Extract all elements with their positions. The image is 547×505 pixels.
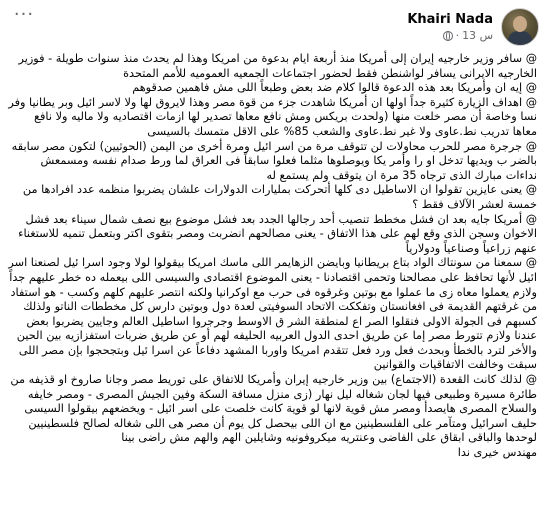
post-paragraph: @ سمعنا من سونتاك الواد بتاع بريطانيا وبايضن الزهايمر اللى ماسك امريكا بيقولوا لولا وجود اسرا ئيل لصنعنا اسر ائيل لأنها تحافظ على مصالحنا وتحمى اقتصادنا - يعنى الموضوع اقتصادى والسيسى اللى بيعمله ده خطر عليهم جداً ولازم يعملوا معاه زى ما عملوا مع بوتين وغرقوه فى حرب مع اوكرانيا ولكنه انتصر عليهم كلهم وكسب - هو استفاد من غرقتهم القديمة فى افغانستان وتفككت الاتحاد السوفيتى لعدة دول وبوتين دارس كل مخططات الناتو ولذلك كسبهم فى الجولة الاولى فنقلوا الصر اع لمنطقة الشر ق الاوسط وجرجروا اساطيل العالم وجايين يضربوا بعض عندنا ولازم تتورط مصر إما عن طريق احدى الدول العربيه الحليفه لهم أو عن طريق ضربات استفزازيه بين الحين والأخر لترد بالخطأ وبحدث فعل ورد فعل تتقدم امريكا واوربا المشهد دفاعاً عن اسرا ئيل وبتجحجوا بإن مصر اللى سبقت وخالفت الاتفاقيات والقوانين — [8, 256, 537, 372]
time-separator: · — [455, 29, 460, 42]
more-options-icon[interactable]: ··· — [13, 4, 35, 25]
post-time[interactable]: 13 س — [462, 29, 493, 42]
post-subline — [443, 29, 493, 42]
post-paragraph: @ اهداف الزيارة كثيرة جداً اولها ان أمريكا شاهدت جزء من قوة مصر وهذا لايروق لها ولا لاسر ائيل وبر يطانيا وفر نسا وخاصة أن مصر خلعت منها (ولحدت بريكس ومش نافع معاها تصدير لها ازمات اقتصاديه ولا ماليه ولا نافع معاها تدريب نط.عاوى ولا غير نط.عاوى والشعب 85% على الاقل متمسك بالسيسى — [8, 95, 537, 138]
post-paragraph: @ أمريكا جايه بعد ان فشل مخطط تنصيب أحد رجالها الجدد بعد فشل موضوع بيع نصف شمال سيناء بعد فشل الاخوان وسجن الذى وقع لهم على هذا الاتفاق - يعنى مصالحهم انضربت ومصر بتقوى اكتر وبتعمل تنميه للاستغناء عنهم زراعياً وصناعياً ودولارياً — [18, 212, 537, 255]
post-body — [8, 52, 537, 461]
post-paragraph: @ سافر وزير خارجيه إيران إلى أمريكا منذ أربعة ايام بدعوة من امريكا وهذا لم يحدث منذ سنوات طويلة - فوزير الخارجيه الايرانى يسافر لواشنطن فقط لحضور اجتماعات الجمعيه العموميه للأمم المتحدة — [18, 52, 537, 80]
post-paragraph: @ يعنى عايزين تقولوا ان الاساطيل دى كلها أتحركت بمليارات الدولارات علشان يضربوا منظمه عدد افرادها من خمسة لعشر الآلاف فقط ؟ — [22, 183, 537, 211]
post-paragraph: @ إيه ان وأمريكا بعد هذه الدعوة قالوا كلام ضد بعض وطبعاً اللى مش فاهمين صدقوهم — [132, 81, 537, 95]
post-paragraph: @ جرجرة مصر للحرب محاولات لن تتوقف مرة من اسر ائيل ومرة أخرى من اليمن (الحوثيين) لتكون مصر سابقه بالضر ب ويديها تدخل او را وأمر يكا ويوصلوها مثلما فعلوا سابقاً فى العراق لما ورط صدام نفسه ومسمعش نداءات مبارك الذى ترجاه 35 مرة ان يتوقف ولم يستمع له — [11, 139, 537, 182]
post-header — [407, 8, 539, 46]
globe-icon — [443, 31, 453, 41]
author-avatar[interactable] — [501, 8, 539, 46]
post-meta — [407, 12, 493, 42]
post-signature: مهندس خيرى ندا — [457, 446, 537, 460]
post-paragraph: @ لذلك كانت القعدة (الاجتماع) بين وزير خارجيه إيران وأمريكا للاتفاق على توريط مصر وجانا صاروخ او قذيفه من طائرة مسيرة وطبيعى فيها لجان شغاله ليل نهار (زى منزل مسافة السكة وفين الجيش المصرى - ومصر خايفه والسلاح المصرى هايصدأ ومصر مش قوية لانها لو قوية كانت خلصت على اسر ائيل - ويخضعهم بيقولوا السيسى حليف اسرائيل ومتآمر على الفلسطينين مع ان اللى بيحصل كل يوم أن مصر هى اللى شغاله لصالح فلسطينيين لوحدها والباقى ابقاق على الفاضى وعنتريه ميكروفونيه وشايلين الهم والهم مش راضى بينا — [10, 373, 537, 445]
author-name[interactable]: Khairi Nada — [407, 12, 493, 27]
